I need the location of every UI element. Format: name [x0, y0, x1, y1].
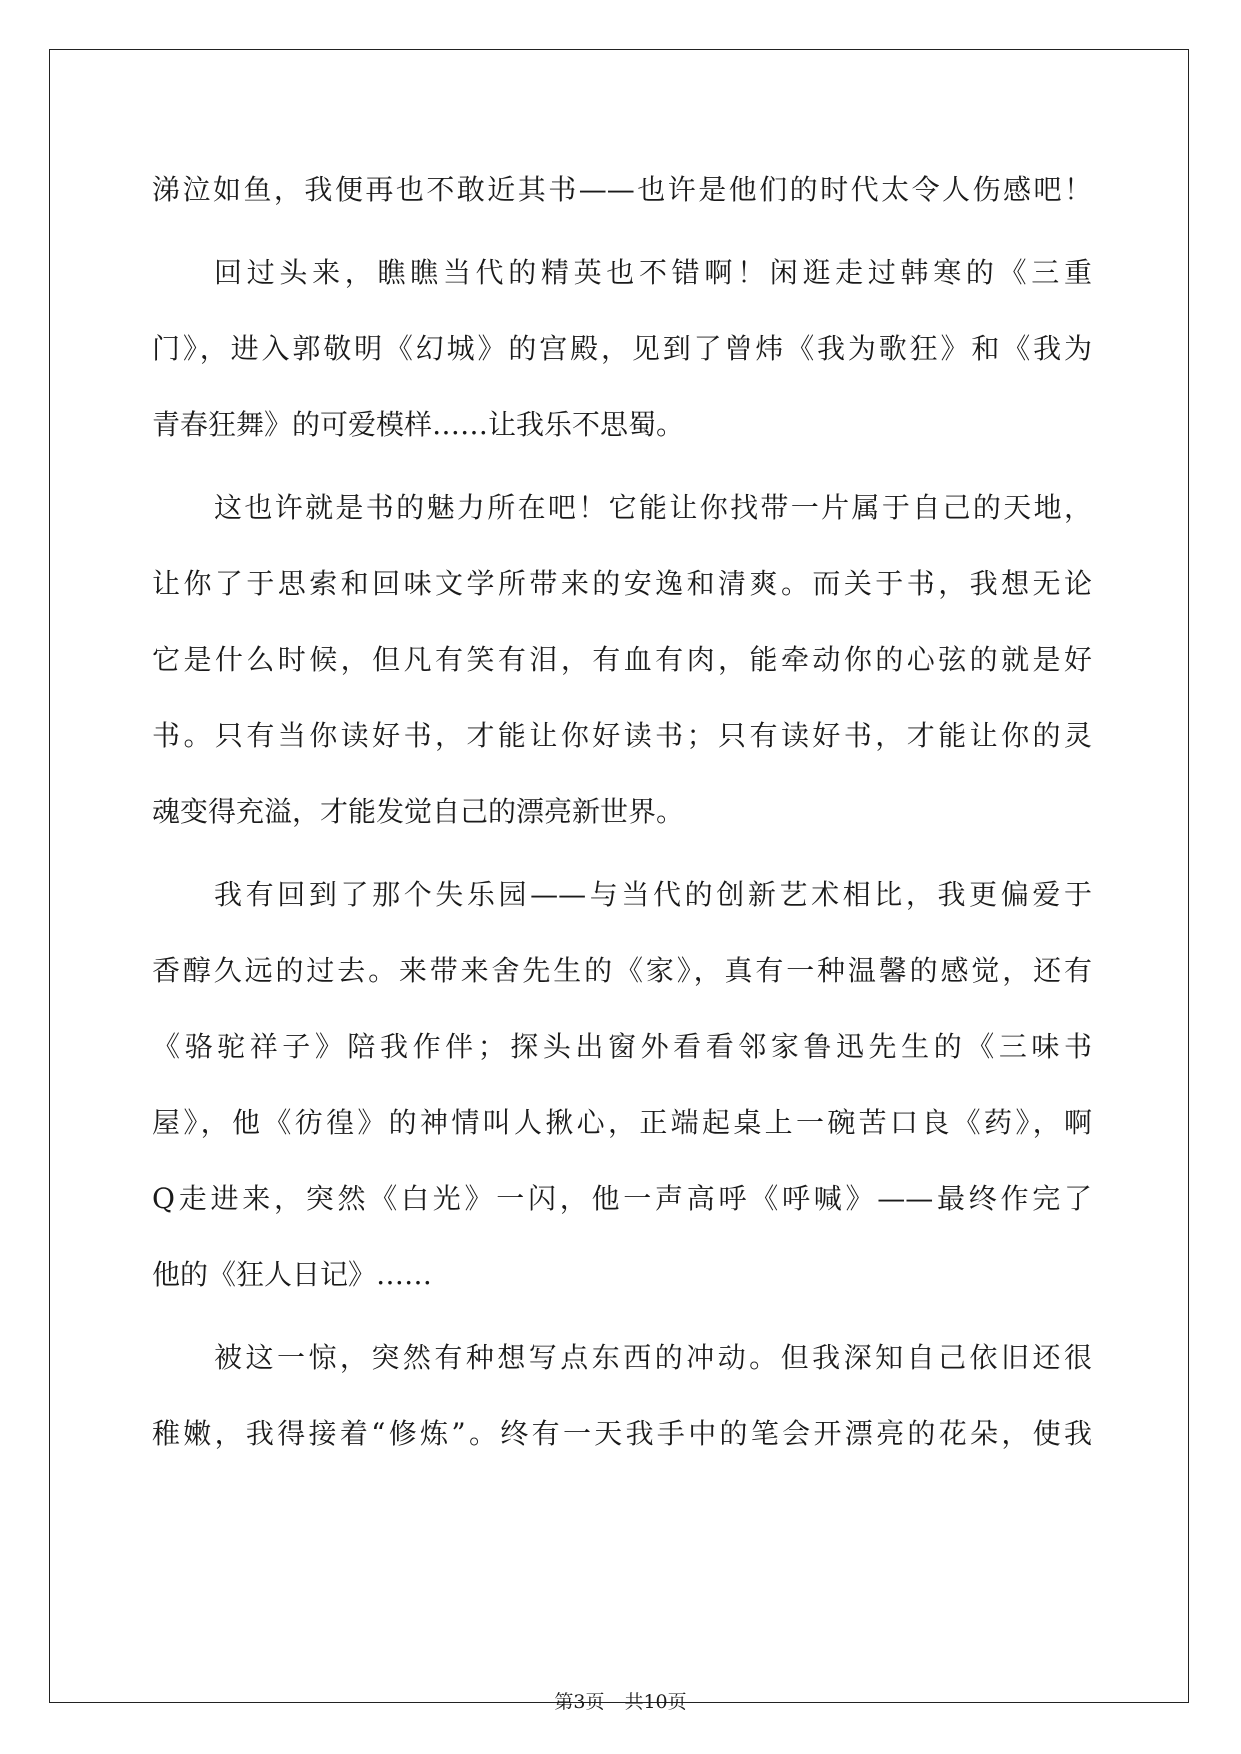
- page-number: 第3页: [554, 1691, 605, 1713]
- paragraph-start-line: 我有回到了那个失乐园——与当代的创新艺术相比，我更偏爱于: [214, 878, 1092, 911]
- paragraph-start-line: 回过头来，瞧瞧当代的精英也不错啊！闲逛走过韩寒的《三重: [214, 256, 1092, 289]
- text-line: 青春狂舞》的可爱模样……让我乐不思蜀。: [152, 408, 685, 441]
- text-line: 魂变得充溢，才能发觉自己的漂亮新世界。: [152, 795, 685, 828]
- text-line: 《骆驼祥子》陪我作伴；探头出窗外看看邻家鲁迅先生的《三味书: [152, 1030, 1092, 1063]
- text-line: 门》，进入郭敬明《幻城》的宫殿，见到了曾炜《我为歌狂》和《我为: [152, 332, 1092, 365]
- page-footer: [0, 1690, 1241, 1714]
- text-line: 涕泣如鱼，我便再也不敢近其书——也许是他们的时代太令人伤感吧！: [152, 173, 1092, 206]
- text-line: 香醇久远的过去。来带来舍先生的《家》，真有一种温馨的感觉，还有: [152, 954, 1092, 987]
- text-line: 屋》，他《彷徨》的神情叫人揪心，正端起桌上一碗苦口良《药》，啊: [152, 1106, 1092, 1139]
- paragraph-start-line: 被这一惊，突然有种想写点东西的冲动。但我深知自己依旧还很: [214, 1341, 1092, 1374]
- text-line: 它是什么时候，但凡有笑有泪，有血有肉，能牵动你的心弦的就是好: [152, 643, 1092, 676]
- text-line: Q走进来，突然《白光》一闪，他一声高呼《呼喊》——最终作完了: [152, 1182, 1092, 1215]
- text-line: 他的《狂人日记》……: [152, 1258, 433, 1291]
- paragraph-start-line: 这也许就是书的魅力所在吧！它能让你找带一片属于自己的天地，: [214, 491, 1092, 524]
- text-line: 让你了于思索和回味文学所带来的安逸和清爽。而关于书，我想无论: [152, 567, 1092, 600]
- page-total: 共10页: [624, 1691, 687, 1713]
- text-line: 书。只有当你读好书，才能让你好读书；只有读好书，才能让你的灵: [152, 719, 1092, 752]
- text-line: 稚嫩，我得接着“修炼”。终有一天我手中的笔会开漂亮的花朵，使我: [152, 1417, 1092, 1450]
